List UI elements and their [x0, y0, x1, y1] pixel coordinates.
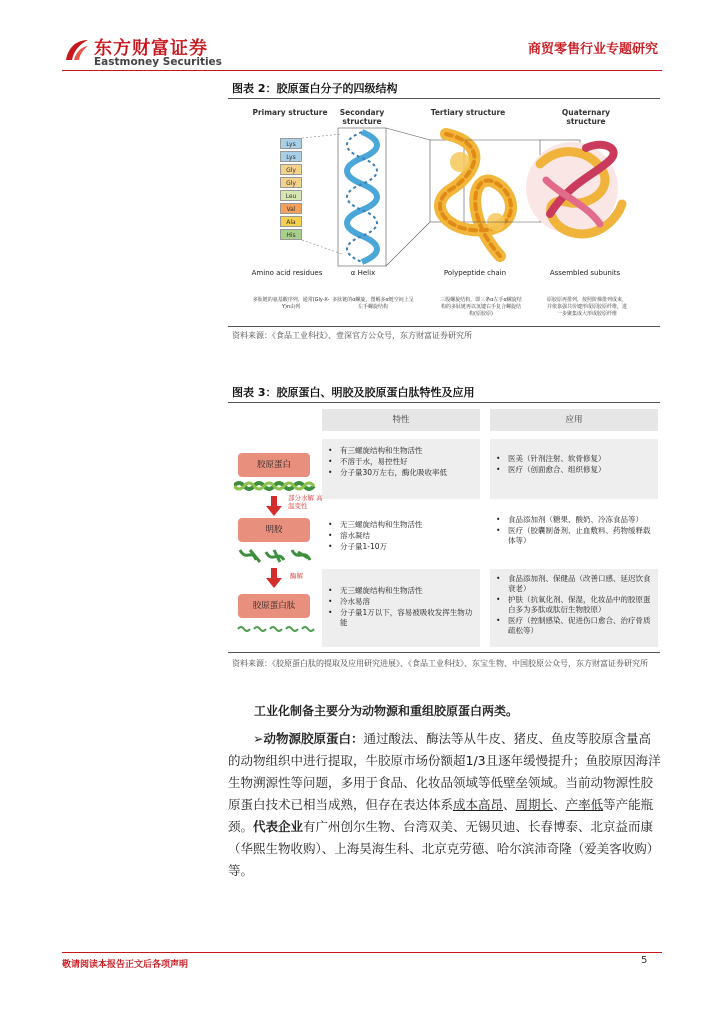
application-item: • 食品添加剂、保健品（改善口感、延迟饮食衰老） — [496, 574, 654, 594]
property-item: • 分子量1-10万 — [328, 542, 478, 552]
property-item: • 分子量1万以下，容易被吸收发挥生物功能 — [328, 608, 478, 628]
paragraph-text-2: 等产能瓶颈。 — [228, 797, 654, 834]
level-caption-secondary: α Helix — [350, 269, 376, 277]
properties-collagen-peptide — [328, 586, 478, 629]
figure3-bottom-rule — [228, 652, 660, 653]
page-number: 5 — [641, 955, 648, 966]
down-arrow-icon — [266, 496, 282, 516]
application-item: • 医疗（控制感染、促进伤口愈合、治疗骨质疏松等） — [496, 616, 654, 636]
footer-divider — [62, 952, 662, 953]
figure3-top-rule — [228, 402, 660, 403]
property-item: • 冷水易溶 — [328, 597, 478, 607]
property-item: • 不溶于水，易控性好 — [328, 457, 478, 467]
triple-helix-strand-icon — [234, 480, 318, 492]
arrow-label-hydrolysis: 部分水解 高温变性 — [288, 494, 323, 510]
level-desc-primary: 多肽链的氨基酸序列，通常(Gly-X-Y)n由列 — [252, 297, 330, 310]
bottleneck-yield: 产率低 — [565, 797, 604, 812]
application-item: • 护肤（抗氧化剂、保湿，化妆品中的胶原蛋白多为多肽或肽衍生物胶原） — [496, 595, 654, 615]
applications-collagen — [496, 454, 654, 476]
triple-helix-icon — [430, 134, 511, 256]
logo-text-en: Eastmoney Securities — [94, 56, 222, 68]
node-collagen-peptide: 胶原蛋白肽 — [238, 594, 310, 618]
footer-disclaimer: 敬请阅读本报告正文后各项声明 — [62, 960, 189, 970]
section-lead: 工业化制备主要分为动物源和重组胶原蛋白两类。 — [254, 704, 519, 718]
level-caption-primary: Amino acid residues — [251, 269, 323, 277]
eastmoney-logo-icon — [62, 36, 90, 64]
level-caption-tertiary: Polypeptide chain — [443, 269, 507, 277]
level-desc-tertiary: 三股螺旋结构，即三条α左手α螺旋结构的多肽链再以氢键右手复合螺旋结构(原胶原) — [440, 297, 522, 317]
amino-acid-residue: Leu — [280, 190, 302, 201]
applications-gelatin — [496, 515, 654, 547]
amino-acid-residue: Gly — [280, 177, 302, 188]
property-item: • 分子量30万左右，酶化吸收率低 — [328, 468, 478, 478]
bottleneck-cycle: 周期长 — [515, 797, 554, 812]
level-title-tertiary: Tertiary structure — [430, 108, 506, 117]
level-title-quaternary: Quaternary structure — [561, 108, 611, 126]
application-item: • 医疗（创面愈合、组织修复） — [496, 465, 654, 475]
application-item: • 医疗（胶囊制备剂、止血敷料、药物缓释载体等） — [496, 526, 654, 546]
property-item: • 无三螺旋结构和生物活性 — [328, 520, 478, 530]
amino-acid-residue: Val — [280, 203, 302, 214]
bullet-title: 动物源胶原蛋白： — [263, 731, 364, 746]
level-desc-quaternary: 原胶原再排列，按照阶梯排列成束，并依靠强共价键形成原胶原纤维，进一步聚集成大形成胶原纤维 — [546, 297, 627, 317]
level-desc-secondary: 多肽链的α螺旋，图解多α链空间上呈左手螺旋结构 — [332, 297, 414, 310]
amino-acid-residue: Gly — [280, 164, 302, 175]
level-title-secondary: Secondary structure — [339, 108, 385, 126]
report-type: 商贸零售行业专题研究 — [527, 42, 658, 57]
node-collagen: 胶原蛋白 — [238, 453, 310, 477]
figure3-source: 资料来源：《胶原蛋白肽的提取及应用研究进展》、《食品工业科技》、东宝生物、中国胶原公众号，东方财富证券研究所 — [232, 659, 648, 668]
amino-acid-residue: Ala — [280, 216, 302, 227]
level-caption-quaternary: Assembled subunits — [549, 269, 621, 277]
figure2-top-rule — [228, 98, 660, 99]
applications-collagen-peptide — [496, 574, 654, 637]
column-header-properties: 特性 — [322, 409, 480, 431]
separator: 、 — [553, 797, 566, 812]
node-gelatin: 明胶 — [238, 518, 310, 542]
application-item: • 医美（针剂注射、软骨修复） — [496, 454, 654, 464]
amino-acid-residue: His — [280, 229, 302, 240]
bottleneck-cost: 成本高昂 — [453, 797, 504, 812]
arrow-label-enzymolysis: 酶解 — [290, 572, 303, 580]
logo-text-cn: 东方财富证券 — [94, 38, 208, 59]
structure-illustrations — [250, 104, 650, 274]
amino-acid-residue: Lys — [280, 151, 302, 162]
column-header-applications: 应用 — [490, 409, 658, 431]
figure2-source: 资料来源：《食品工业科技》、壹深官方公众号，东方财富证券研究所 — [232, 331, 472, 340]
properties-collagen — [328, 446, 478, 479]
separator: 、 — [503, 797, 516, 812]
header-divider — [62, 70, 662, 71]
property-item: • 无三螺旋结构和生物活性 — [328, 586, 478, 596]
amino-acid-residue: Lys — [280, 138, 302, 149]
gelatin-chains-icon — [236, 546, 316, 566]
property-item: • 有三螺旋结构和生物活性 — [328, 446, 478, 456]
representative-companies: 有广州创尔生物、台湾双美、无锡贝迪、长春博泰、北京益而康（华熙生物收购）、上海昊海生科、北京克劳德、哈尔滨沛奇隆（爱美客收购）等。 — [228, 819, 660, 878]
representative-label: 代表企业 — [253, 819, 304, 834]
peptide-fragments-icon — [236, 624, 316, 634]
bullet-arrow-icon: ➢ — [253, 731, 264, 746]
property-item: • 溶水凝结 — [328, 531, 478, 541]
alpha-helix-icon — [347, 132, 377, 262]
application-item: • 食品添加剂（糖果、酸奶、冷冻食品等） — [496, 515, 654, 525]
down-arrow-icon — [266, 568, 282, 588]
properties-gelatin — [328, 520, 478, 553]
collagen-structure-diagram — [250, 104, 650, 324]
figure3-title: 图表 3：胶原蛋白、明胶及胶原蛋白肽特性及应用 — [232, 386, 475, 399]
paragraph-text-1: 通过酸法、酶法等从牛皮、猪皮、鱼皮等胶原含量高的动物组织中进行提取，牛胶原市场份额超1/3且逐年缓慢提升；鱼胶原因海洋生物溯源性等问题，多用于食品、化妆品领域等低壁垒领域。当前动物源性胶原蛋白技术已相当成熟，但存在表达体系 — [228, 731, 661, 812]
animal-source-paragraph — [228, 728, 662, 882]
assembled-subunits-icon — [526, 140, 622, 234]
figure2-title: 图表 2：胶原蛋白分子的四级结构 — [232, 82, 398, 95]
level-title-primary: Primary structure — [252, 108, 328, 117]
